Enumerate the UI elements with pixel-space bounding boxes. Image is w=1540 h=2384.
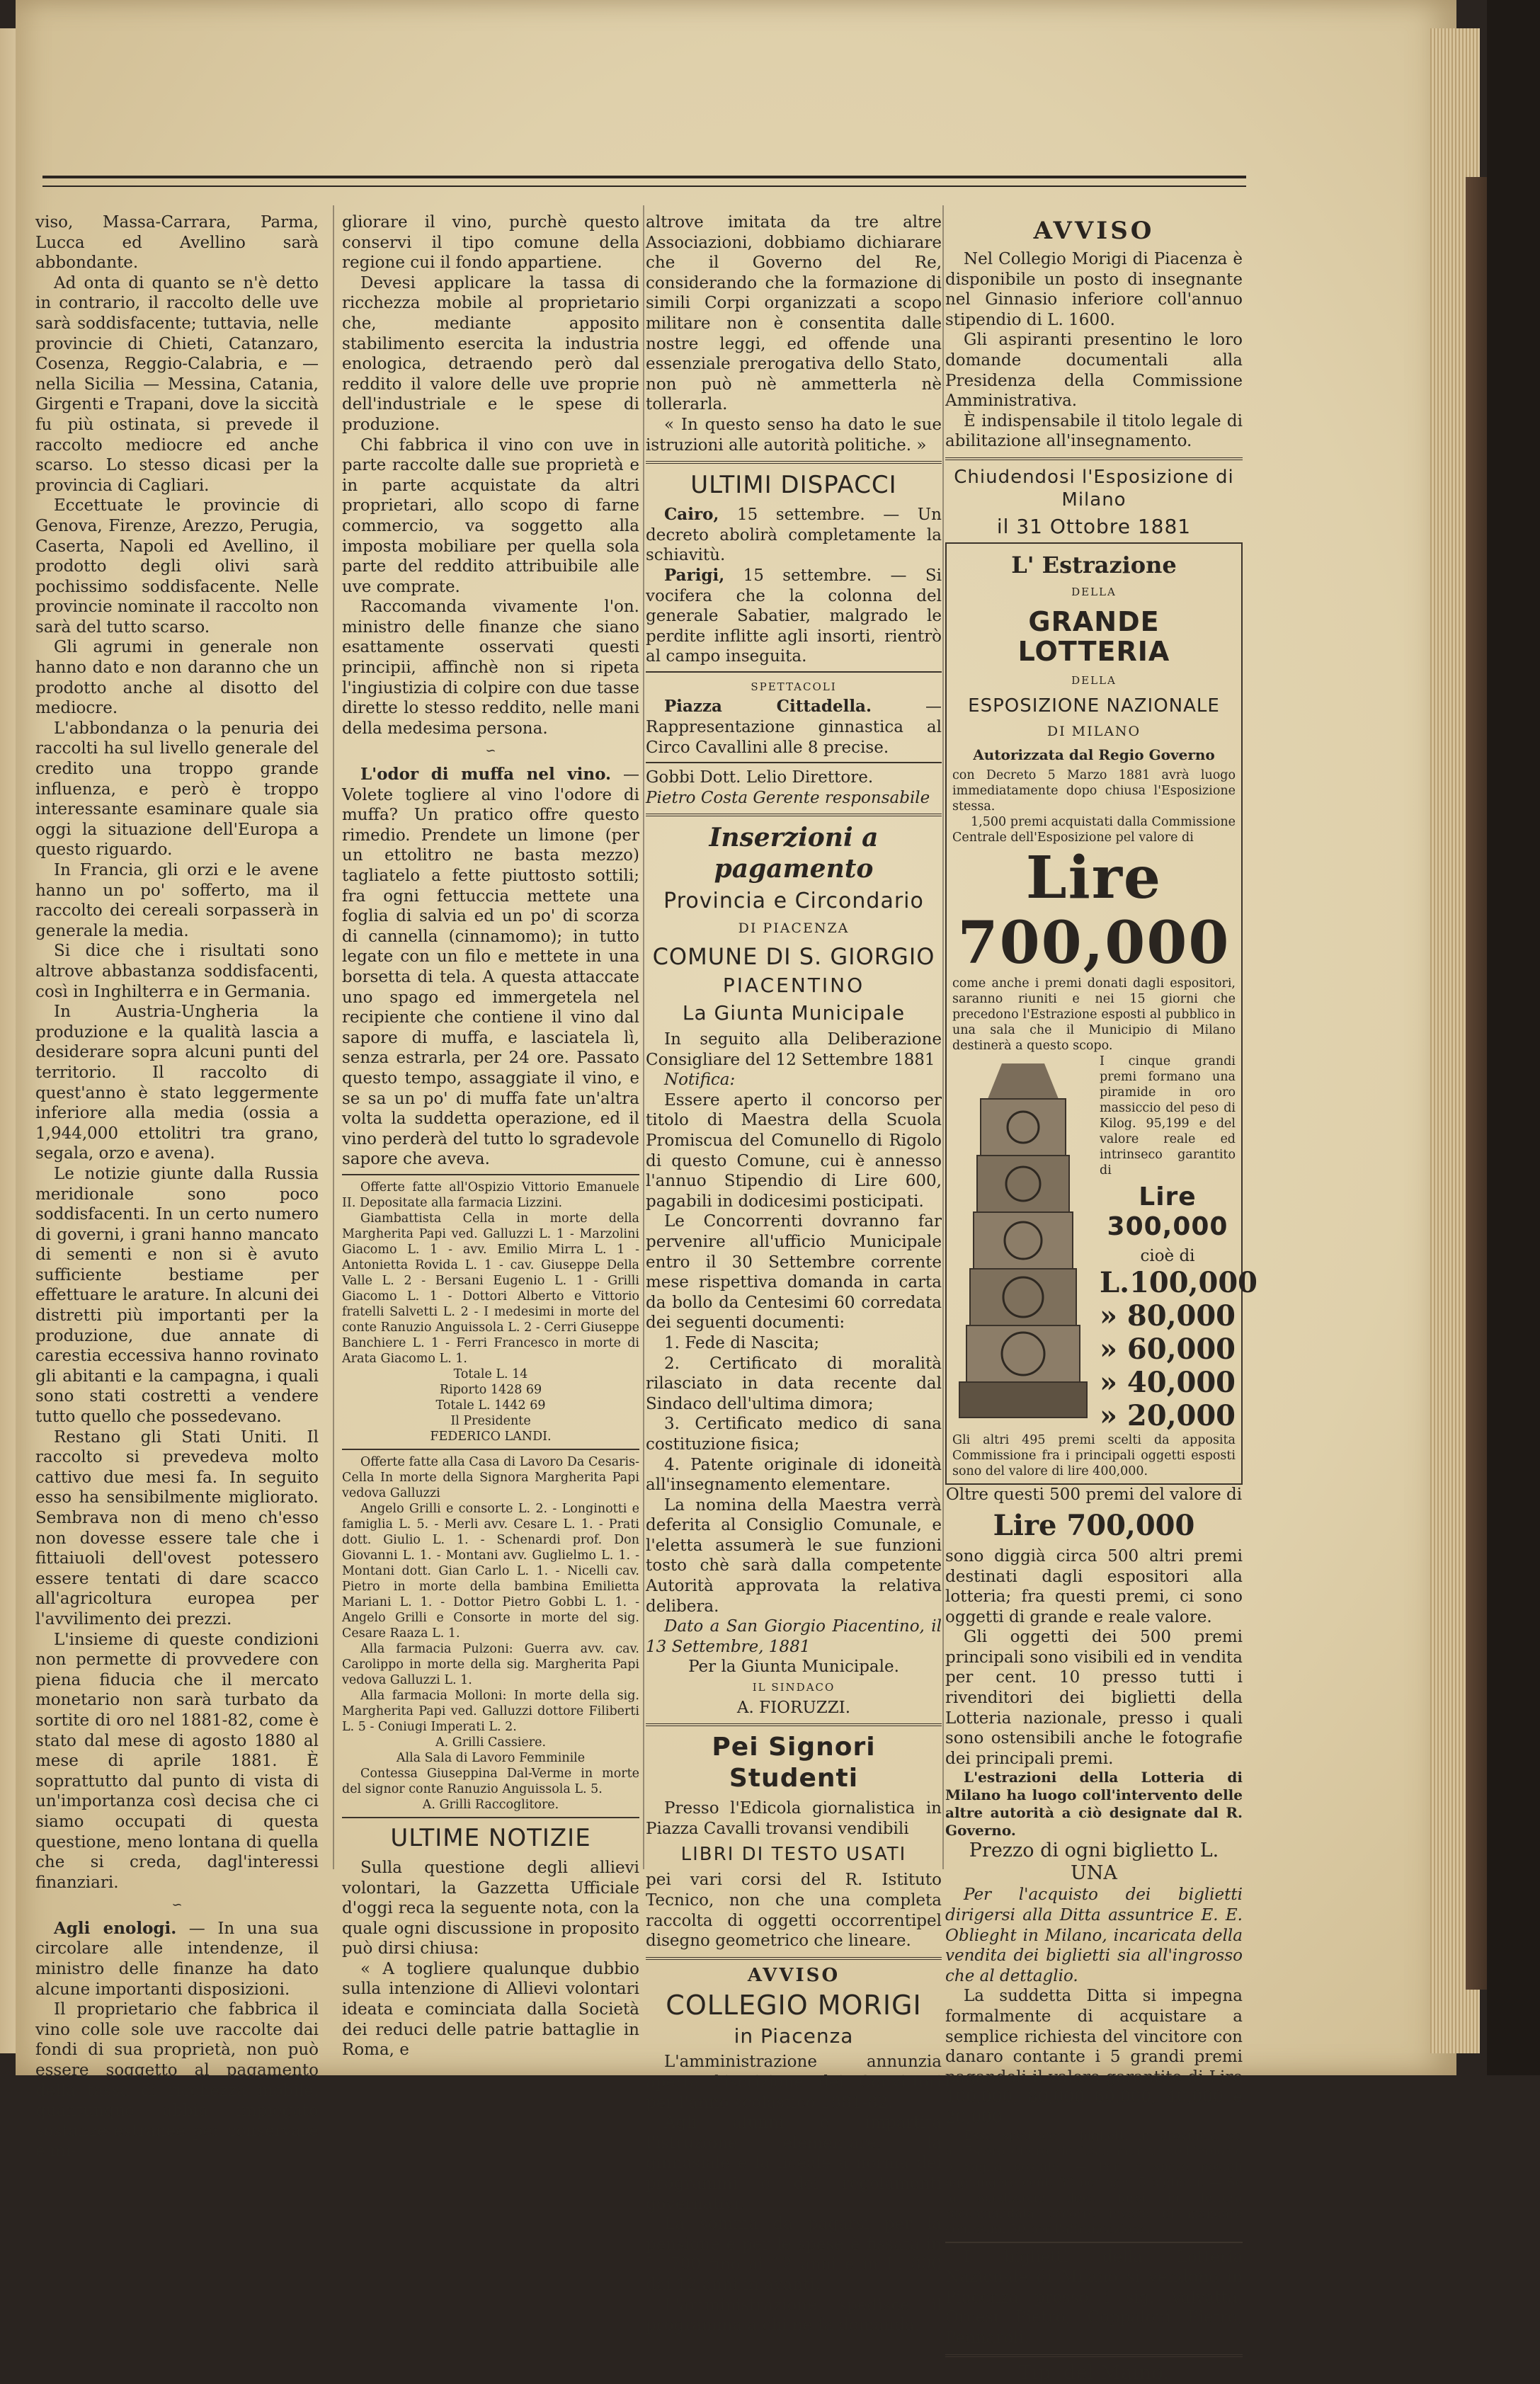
collegio-heading: COLLEGIO MORIGI [666, 1990, 922, 2021]
paragraph: In seguito alla Deliberazione Consigliare del 12 Settembre 1881 [646, 1030, 942, 1069]
paragraph: L'abbondanza o la penuria dei raccolti ha sul livello generale del credito una troppo grande influenza, e però è troppo interessante esaminare quale sia oggi la situazione dell'Europa a questo riguardo. [35, 719, 319, 860]
divider [646, 1957, 942, 1960]
dato: Dato a San Giorgio Piacentino, il 13 Settembre, 1881 [646, 1617, 942, 1656]
printer-imprint: Tip. del Maino. [1018, 2360, 1170, 2384]
paragraph: Ad onta di quanto se n'è detto in contrario, il raccolto delle uve sarà soddisfacente; tuttavia, nelle provincie di Chieti, Catanzaro, Cosenza, Reggio-Calabria, e — nella Sicilia — Messina, Catania, Girgenti e Trapani, dove la siccità fu più ostinata, si prevede il raccolto mediocre ed anche scarso. Lo stesso dicasi per la provincia di Cagliari. [35, 273, 319, 495]
della-label: DELLA [1071, 673, 1117, 687]
avviso-heading: AVVISO [1033, 217, 1155, 245]
estrazione-heading: L' Estrazione [1011, 551, 1177, 578]
studenti-heading: Pei Signori Studenti [712, 1733, 876, 1793]
column-3 [646, 212, 942, 2335]
provincia-heading: Provincia e Circondario [663, 889, 924, 914]
divider [342, 1817, 639, 1818]
prize-prefix: » [1100, 1366, 1117, 1400]
prezzo: Prezzo di ogni biglietto L. UNA [969, 1840, 1219, 1885]
paragraph: sono diggià circa 500 altri premi destinati dagli espositori alla lotteria; fra questi premi, ci sono oggetti di grande e reale valore. [945, 1546, 1243, 1626]
paragraph: L'amministrazione annunzia aperta l'iscrizione dei Convittori per l'anno scolastico 1881-82. [646, 2053, 942, 2112]
premi-text: 1,500 premi acquistati dalla Commissione Centrale dell'Esposizione pel valore di [952, 814, 1236, 845]
prize-prefix: L. [1100, 1266, 1130, 1300]
paragraph: In Francia, gli orzi e le avene hanno un po' sofferto, ma il raccolto dei cereali sorpasserà in generale la media. [35, 861, 319, 940]
paragraph: Essere aperto il concorso per titolo di Maestra della Scuola Promiscua del Comunello di Rigolo di questo Comune, cui è annesso l'annuo Stipendio di Lire 600, pagabili in dodicesimi posticipati. [646, 1090, 942, 1211]
sala-lavoro: Alla Sala di Lavoro Femminile [396, 1750, 586, 1765]
prize-value: 20,000 [1127, 1399, 1236, 1433]
presidente-label: Il Presidente [450, 1413, 531, 1428]
spedisce: Essa spedisce i biglietti in provincia ed all'Estero dietro richiesta munita dell'importo o vaglia postale. — Per le spese postali aggiungere cent. 30 per ogni 5 biglietti. — Se la spedizione deve farsi in lettera raccomandata occorre invece di mandare centesimi 50 per l'affrancazione. [945, 2128, 1243, 2237]
raccoglitore: A. Grilli Raccoglitore. [422, 1797, 559, 1812]
lotteria-box [945, 542, 1257, 1485]
column-rule [643, 205, 644, 1869]
paragraph: Il proprietario che fabbrica il vino colle sole uve raccolte dai fondi di sua proprietà, non può essere soggetto al pagamento della tassa di ricchezza mobile, quantunque abbia impiegato sostanze estranee per conservare e mi- [35, 2000, 319, 2161]
paragraph: Nel Collegio Morigi di Piacenza è disponibile un posto di insegnante nel Ginnasio inferiore coll'annuo stipendio di L. 1600. [945, 250, 1243, 329]
paragraph: pei vari corsi del R. Istituto Tecnico, non che una completa raccolta di oggetti occorrentipel disegno geometrico che lineare. [646, 1871, 942, 1951]
gerente: Pietro Costa Gerente responsabile [646, 788, 930, 807]
prize-prefix: » [1100, 1399, 1117, 1433]
divider [646, 461, 942, 464]
dispacci-heading: ULTIMI DISPACCI [690, 471, 897, 500]
paragraph: Sulla questione degli allievi volontari, la Gazzetta Ufficiale d'oggi reca la seguente nota, con la quale ogni discussione in proposito può dirsi chiusa: [342, 1858, 639, 1958]
muffa-text: — Volete togliere al vino l'odore di muffa? Un pratico offre questo rimedio. Prendete un limone (per un ettolitro ne basta mezzo) tagliatelo a fette piuttosto sottili; fra ogni fettuccia mettete una foglia di salvia ed un po' di scorza di cannella (cinnamomo); in tutto legate con un filo e mettete in una borsetta di tela. A questa attaccate uno spago ed immergetela nel recipiente che contiene il vino dal sapore di muffa, e lasciatela lì, senza estrarla, per 24 ore. Passato questo tempo, assaggiate il vino, e se sa un po' di muffa fate un'altra volta la suddetta operazione, ed il vino perderà del tutto lo sgradevole sapore che aveva. [342, 765, 639, 1169]
enologi-article [35, 1919, 319, 2000]
enologi-text: — In una sua circolare alle intendenze, il ministro delle finanze ha dato alcune importanti disposizioni. [35, 1919, 319, 1999]
spettacolo-text: — Rappresentazione ginnastica al Circo Cavallini alle 8 precise. [646, 697, 942, 757]
paragraph: La nomina della Maestra verrà deferita al Consiglio Comunale, e l'eletta assumerà le sue funzioni tosto chè sarà dalla competente Autorità approvata la relativa delibera. [646, 1495, 942, 1616]
farmacia-pulzoni: Alla farmacia Pulzoni: Guerra avv. cav. Carolippo in morte della sig. Margherita Papi vedova Galluzzi L. 1. [342, 1641, 639, 1687]
paragraph: I biglietti della Lotteria Nazionale di Milano si vendono in Piacenza presso i sig. Valvatta, Orcesi Pietro, Coppaloni Pietro, Pennaroli. [945, 2247, 1243, 2347]
presidente-name: FEDERICO LANDI. [430, 1429, 552, 1444]
divider [342, 1449, 639, 1450]
dispatch-cairo [646, 505, 942, 566]
prize-row [1100, 1333, 1236, 1366]
header-rule [42, 176, 1246, 187]
prize-row [1100, 1366, 1236, 1399]
piacentino-heading: PIACENTINO [722, 974, 865, 998]
sindaco-name: A. FIORUZZI. [736, 1698, 851, 1717]
di-milano: DI MILANO [1046, 724, 1141, 740]
muffa-article [342, 765, 639, 1170]
muffa-title: L'odor di muffa nel vino. [360, 765, 612, 785]
comune-heading: COMUNE DI S. GIORGIO [652, 943, 935, 971]
column-2 [342, 212, 639, 2060]
spettacoli-label: SPETTACOLI [751, 680, 837, 693]
amount-700000-b: Lire 700,000 [993, 1508, 1195, 1542]
divider [646, 1723, 942, 1726]
paragraph: Restano gli Stati Uniti. Il raccolto si prevedeva molto cattivo due mesi fa. In seguito esso ha sensibilmente migliorato. Sembrava non di meno ch'esso non dovesse essere tale che i fittaiuoli dell'ovest potessero essere tentati di dare scacco all'agricoltura europea per l'avvilimento dei prezzi. [35, 1427, 319, 1629]
paragraph: viso, Massa-Carrara, Parma, Lucca ed Avellino sarà abbondante. [35, 213, 319, 273]
ultime-notizie-heading: ULTIME NOTIZIE [390, 1823, 591, 1852]
riporto: Riporto 1428 69 [439, 1382, 542, 1397]
farmacia-molloni: Alla farmacia Molloni: In morte della sig. Margherita Papi ved. Galluzzi dottore Filiberti L. 5 - Coniugi Imperati L. 2. [342, 1688, 639, 1734]
della-label: DELLA [1071, 585, 1117, 598]
paragraph: Devesi applicare la tassa di ricchezza mobile al proprietario che, mediante apposito stabilimento esercita la industria enologica, detraendo però dal reddito il valore delle uve proprie dell'industriale e le spese di produzione. [342, 273, 639, 434]
cioe: cioè di [1140, 1246, 1195, 1265]
prize-value: 60,000 [1127, 1333, 1236, 1367]
esposizione-heading: ESPOSIZIONE NAZIONALE [968, 695, 1220, 717]
autorizzata: Autorizzata dal Regio Governo [973, 746, 1215, 763]
prize-prefix: » [1100, 1333, 1117, 1367]
chiudendosi: Chiudendosi l'Esposizione di Milano [954, 466, 1234, 511]
direttore: Gobbi Dott. Lelio Direttore. [646, 768, 874, 787]
dispatch-parigi [646, 566, 942, 667]
offerte-list: Giambattista Cella in morte della Margherita Papi ved. Galluzzi L. 1 - Marzolini Giacomo L. 1 - avv. Emilio Mirra L. 1 - Antonietta Rovida L. 1 - cav. Giuseppe Della Valle L. 2 - Bersani Eugenio L. 1 - Grilli Giacomo L. 1 - Dottori Alberto e Vittorio fratelli Salvetti L. 2 - I medesimi in morte del conte Ranuzio Anguissola L. 2 - Cerri Giuseppe Banchiere L. 1 - Ferri Francesco in morte di Arata Giacomo L. 1. [342, 1211, 639, 1366]
inserzioni-heading: Inserzioni a pagamento [709, 823, 879, 884]
decreto: con Decreto 5 Marzo 1881 avrà luogo immediatamente dopo chiusa l'Esposizione stessa. [952, 768, 1236, 814]
paragraph: La suddetta Ditta si impegna formalmente di acquistare a semplice richiesta del vincitore con danaro contante i 5 grandi premi pagandoli il valore garantito di Lire 100,000, 80,000 60,000, 40,000 e 20,000 [945, 1987, 1243, 2127]
giunta-heading: La Giunta Municipale [682, 1001, 906, 1025]
come-anche: come anche i premi donati dagli espositori, saranno riuniti e nei 15 giorni che precedono l'Estrazione esposti al pubblico in una sala che il Municipio di Milano destinerà a questo scopo. [952, 976, 1236, 1053]
divider [342, 1174, 639, 1175]
divider [945, 457, 1243, 460]
avviso-label: AVVISO [747, 1964, 840, 1986]
notifica: Notifica: [664, 1071, 736, 1090]
paragraph: Chi fabbrica il vino con uve in parte raccolte dalle sue proprietà e in parte acquistate da altri proprietari, allo scopo di farne commercio, va soggetto alla imposta mobiliare per quella sola parte del reddito attribuibile alle uve comprate. [342, 435, 639, 596]
totale: Totale L. 1442 69 [435, 1398, 546, 1413]
paragraph: L'amministrazione spedisce il programma a chi ne fa domanda. [646, 2295, 942, 2335]
dispatch-place: Parigi, [664, 565, 725, 585]
totale: Totale L. 14 [453, 1367, 528, 1381]
prize-row [1100, 1399, 1236, 1432]
paragraph: altrove imitata da tre altre Associazioni, dobbiamo dichiarare che il Governo del Re, considerando che la formazione di simili Corpi organizzati a scopo militare non è consentita dalle nostre leggi, ed offende una essenziale prerogativa dello Stato, non può nè ammetterla nè tollerarla. [646, 213, 942, 414]
grande-lotteria-heading: GRANDE LOTTERIA [1017, 605, 1170, 667]
prize-value: 40,000 [1127, 1366, 1236, 1400]
ornament-separator: ∽ [485, 743, 496, 759]
divider [646, 762, 942, 763]
amount-300000: Lire 300,000 [1107, 1182, 1228, 1241]
spettacolo [646, 697, 942, 758]
paragraph: Eccettuate le provincie di Genova, Firenze, Arezzo, Perugia, Caserta, Napoli ed Avellino, il prodotto degli olivi sarà pochissimo soddisfacente. Nelle provincie nominate il raccolto non sarà del tutto scarso. [35, 496, 319, 637]
sindaco-label: IL SINDACO [752, 1681, 835, 1694]
prize-row [1100, 1266, 1257, 1300]
paragraph: « A togliere qualunque dubbio sulla intenzione di Allievi volontari ideata e cominciata dalla Società dei reduci delle patrie battaglie in Roma, e [342, 1959, 639, 2060]
dispatch-text: 15 settembre. — Un decreto abolirà completamente la schiavitù. [646, 506, 942, 565]
offerte-heading: Offerte fatte alla Casa di Lavoro Da Cesaris-Cella In morte della Signora Margherita Papi vedova Galluzzi [342, 1454, 639, 1500]
paragraph: « In questo senso ha dato le sue istruzioni alle autorità politiche. » [646, 415, 942, 455]
paragraph: Si dice che i risultati sono altrove abbastanza soddisfacenti, così in Inghilterra e in Germania. [35, 942, 319, 1001]
libri-heading: LIBRI DI TESTO USATI [680, 1844, 907, 1866]
offerte-list: Angelo Grilli e consorte L. 2. - Longinotti e famiglia L. 5. - Merli avv. Cesare L. 1. - Prati dott. Giulio L. 1. - Schenardi prof. Don Giovanni L. 1. - Montani avv. Guglielmo L. 1. - Montani dott. Gian Carlo L. 1. - Nicelli cav. Pietro in morte della bambina Emilietta Mariani L. 1. - Dottor Pietro Gobbi L. 1. - Angelo Grilli e Consorte in morte del sig. Cesare Raaza L. 1. [342, 1501, 639, 1641]
di-piacenza: DI PIACENZA [738, 920, 850, 937]
column-1 [35, 212, 319, 2161]
paragraph: Le notizie giunte dalla Russia meridionale sono poco soddisfacenti. In un certo numero di governi, i grani hanno mancato di sementi e non si è avuto sufficiente bestiame per effettuare le arature. In alcuni dei distretti più importanti per la produzione, due annate di carestia eccessiva hanno rovinato gli abitanti e la campagna, i quali sono stati costretti a vendere tutto quello che possedevano. [35, 1164, 319, 1427]
document-item: 4. Patente originale di idoneità all'insegnamento elementare. [646, 1455, 942, 1495]
paragraph: Gli aspiranti presentino le loro domande documentali alla Presidenza della Commissione Amministrativa. [945, 331, 1243, 411]
spettacolo-title: Piazza Cittadella. [664, 697, 872, 717]
divider [646, 671, 942, 673]
column-rule [942, 205, 944, 1869]
paragraph: gliorare il vino, purchè questo conservi il tipo comune della regione cui il fondo appartiene. [342, 213, 639, 273]
paragraph: Gli oggetti dei 500 premi principali sono visibili ed in vendita per cent. 10 presso tutti i rivenditori dei biglietti della Lotteria nazionale, presso i quali sono ostensibili anche le fotografie dei principali premi. [945, 1628, 1243, 1768]
divider [646, 814, 942, 816]
cinque-premi: I cinque grandi premi formano una piramide in oro massiccio del peso di Kilog. 95,199 e del valore reale ed intrinseco garantito di [1100, 1054, 1236, 1177]
paragraph: Raccomanda vivamente l'on. ministro delle finanze che siano esattamente osservati questi principii, affinchè non si ripeta l'ingiustizia di colpire con due tasse dirette lo stesso reddito, nelle mani della medesima persona. [342, 598, 639, 738]
paragraph: Agli alunni è impartita l'istruzione elementare, la ginnasiale e la liceale a norma dei programmi e dei regolamenti governativi. [646, 2114, 942, 2213]
book-cover [1487, 0, 1540, 2075]
paragraph: In Austria-Ungheria la produzione e la qualità lascia a desiderare sopra alcuni punti del territorio. Il raccolto di quest'anno è stato leggermente inferiore alla media (ossia a 1,944,000 ettolitri tra grano, segala, orzo e avena). [35, 1003, 319, 1163]
paragraph: La somma da pagarsi per la pensione e per le spese è fissata in L. 700 fino ai 12 anni e in L. 800 dai 12 anni in avanti. [646, 2215, 942, 2294]
divider [945, 2354, 1243, 2357]
document-item: 1. Fede di Nascita; [664, 1333, 820, 1352]
prize-value: 100,000 [1129, 1266, 1257, 1300]
prize-row [1100, 1299, 1236, 1333]
estrazioni-luogo: L'estrazioni della Lotteria di Milano ha luogo coll'intervento delle altre autorità a ciò designate dal R. Governo. [945, 1769, 1243, 1840]
paragraph: Presso l'Edicola giornalistica in Piazza Cavalli trovansi vendibili [646, 1799, 942, 1838]
cassiere: A. Grilli Cassiere. [435, 1735, 547, 1750]
altri-premi: Gli altri 495 premi scelti da apposita Commissione fra i principali oggetti esposti sono del valore di lire 400,000. [952, 1433, 1236, 1479]
per-giunta: Per la Giunta Municipale. [688, 1658, 899, 1677]
prize-prefix: » [1100, 1299, 1117, 1333]
acquisto: Per l'acquisto dei biglietti dirigersi alla Ditta assuntrice E. E. Oblieght in Milano, incaricata della vendita dei biglietti sia all'ingrosso che al dettaglio. [945, 1886, 1243, 1985]
dispatch-text: 15 settembre. — Si vocifera che la colonna del generale Sabatier, malgrado le perdite inflitte agli insorti, rientrò al campo inseguita. [646, 566, 942, 666]
contessa: Contessa Giuseppina Dal-Verme in morte del signor conte Ranuzio Anguissola L. 5. [342, 1766, 639, 1796]
paragraph: È indispensabile il titolo legale di abilitazione all'insegnamento. [945, 411, 1243, 451]
enologi-title: Agli enologi. [54, 1918, 177, 1938]
column-rule [333, 205, 334, 1869]
ornament-separator: ∽ [171, 1898, 183, 1913]
paragraph: L'insieme di queste condizioni non permette di provvedere con piena fiducia che il mercato monetario non sarà turbato da sortite di oro nel 1881-82, come è stato dal mese di agosto 1880 al mese di aprile 1881. È soprattutto dal punto di vista di un'importanza così decisa che ci siamo occupati di questa questione, meno lontana di quella che si creda, dagl'interessi finanziari. [35, 1630, 319, 1892]
paragraph: Le Concorrenti dovranno far pervenire all'ufficio Municipale entro il 30 Settembre corrente mese rispettiva domanda in carta da bollo da Centesimi 60 corredata dei seguenti documenti: [646, 1212, 942, 1333]
obelisk-prize-illustration [952, 1056, 1094, 1425]
offerte-heading: Offerte fatte all'Ospizio Vittorio Emanuele II. Depositate alla farmacia Lizzini. [342, 1180, 639, 1210]
paragraph: Gli agrumi in generale non hanno dato e non daranno che un prodotto anche al disotto del mediocre. [35, 638, 319, 718]
dispatch-place: Cairo, [664, 505, 719, 525]
oltre: Oltre questi 500 premi del valore di [945, 1485, 1243, 1505]
divider [945, 2242, 1243, 2243]
data-chiusura: il 31 Ottobre 1881 [996, 514, 1192, 538]
amount-700000: Lire 700,000 [957, 843, 1231, 977]
in-piacenza: in Piacenza [734, 2024, 854, 2048]
column-4 [945, 212, 1257, 2384]
prize-value: 80,000 [1127, 1299, 1236, 1333]
document-item: 2. Certificato di moralità rilasciato in data recente dal Sindaco dell'ultima dimora; [646, 1354, 942, 1413]
document-item: 3. Certificato medico di sana costituzione fisica; [646, 1415, 942, 1454]
